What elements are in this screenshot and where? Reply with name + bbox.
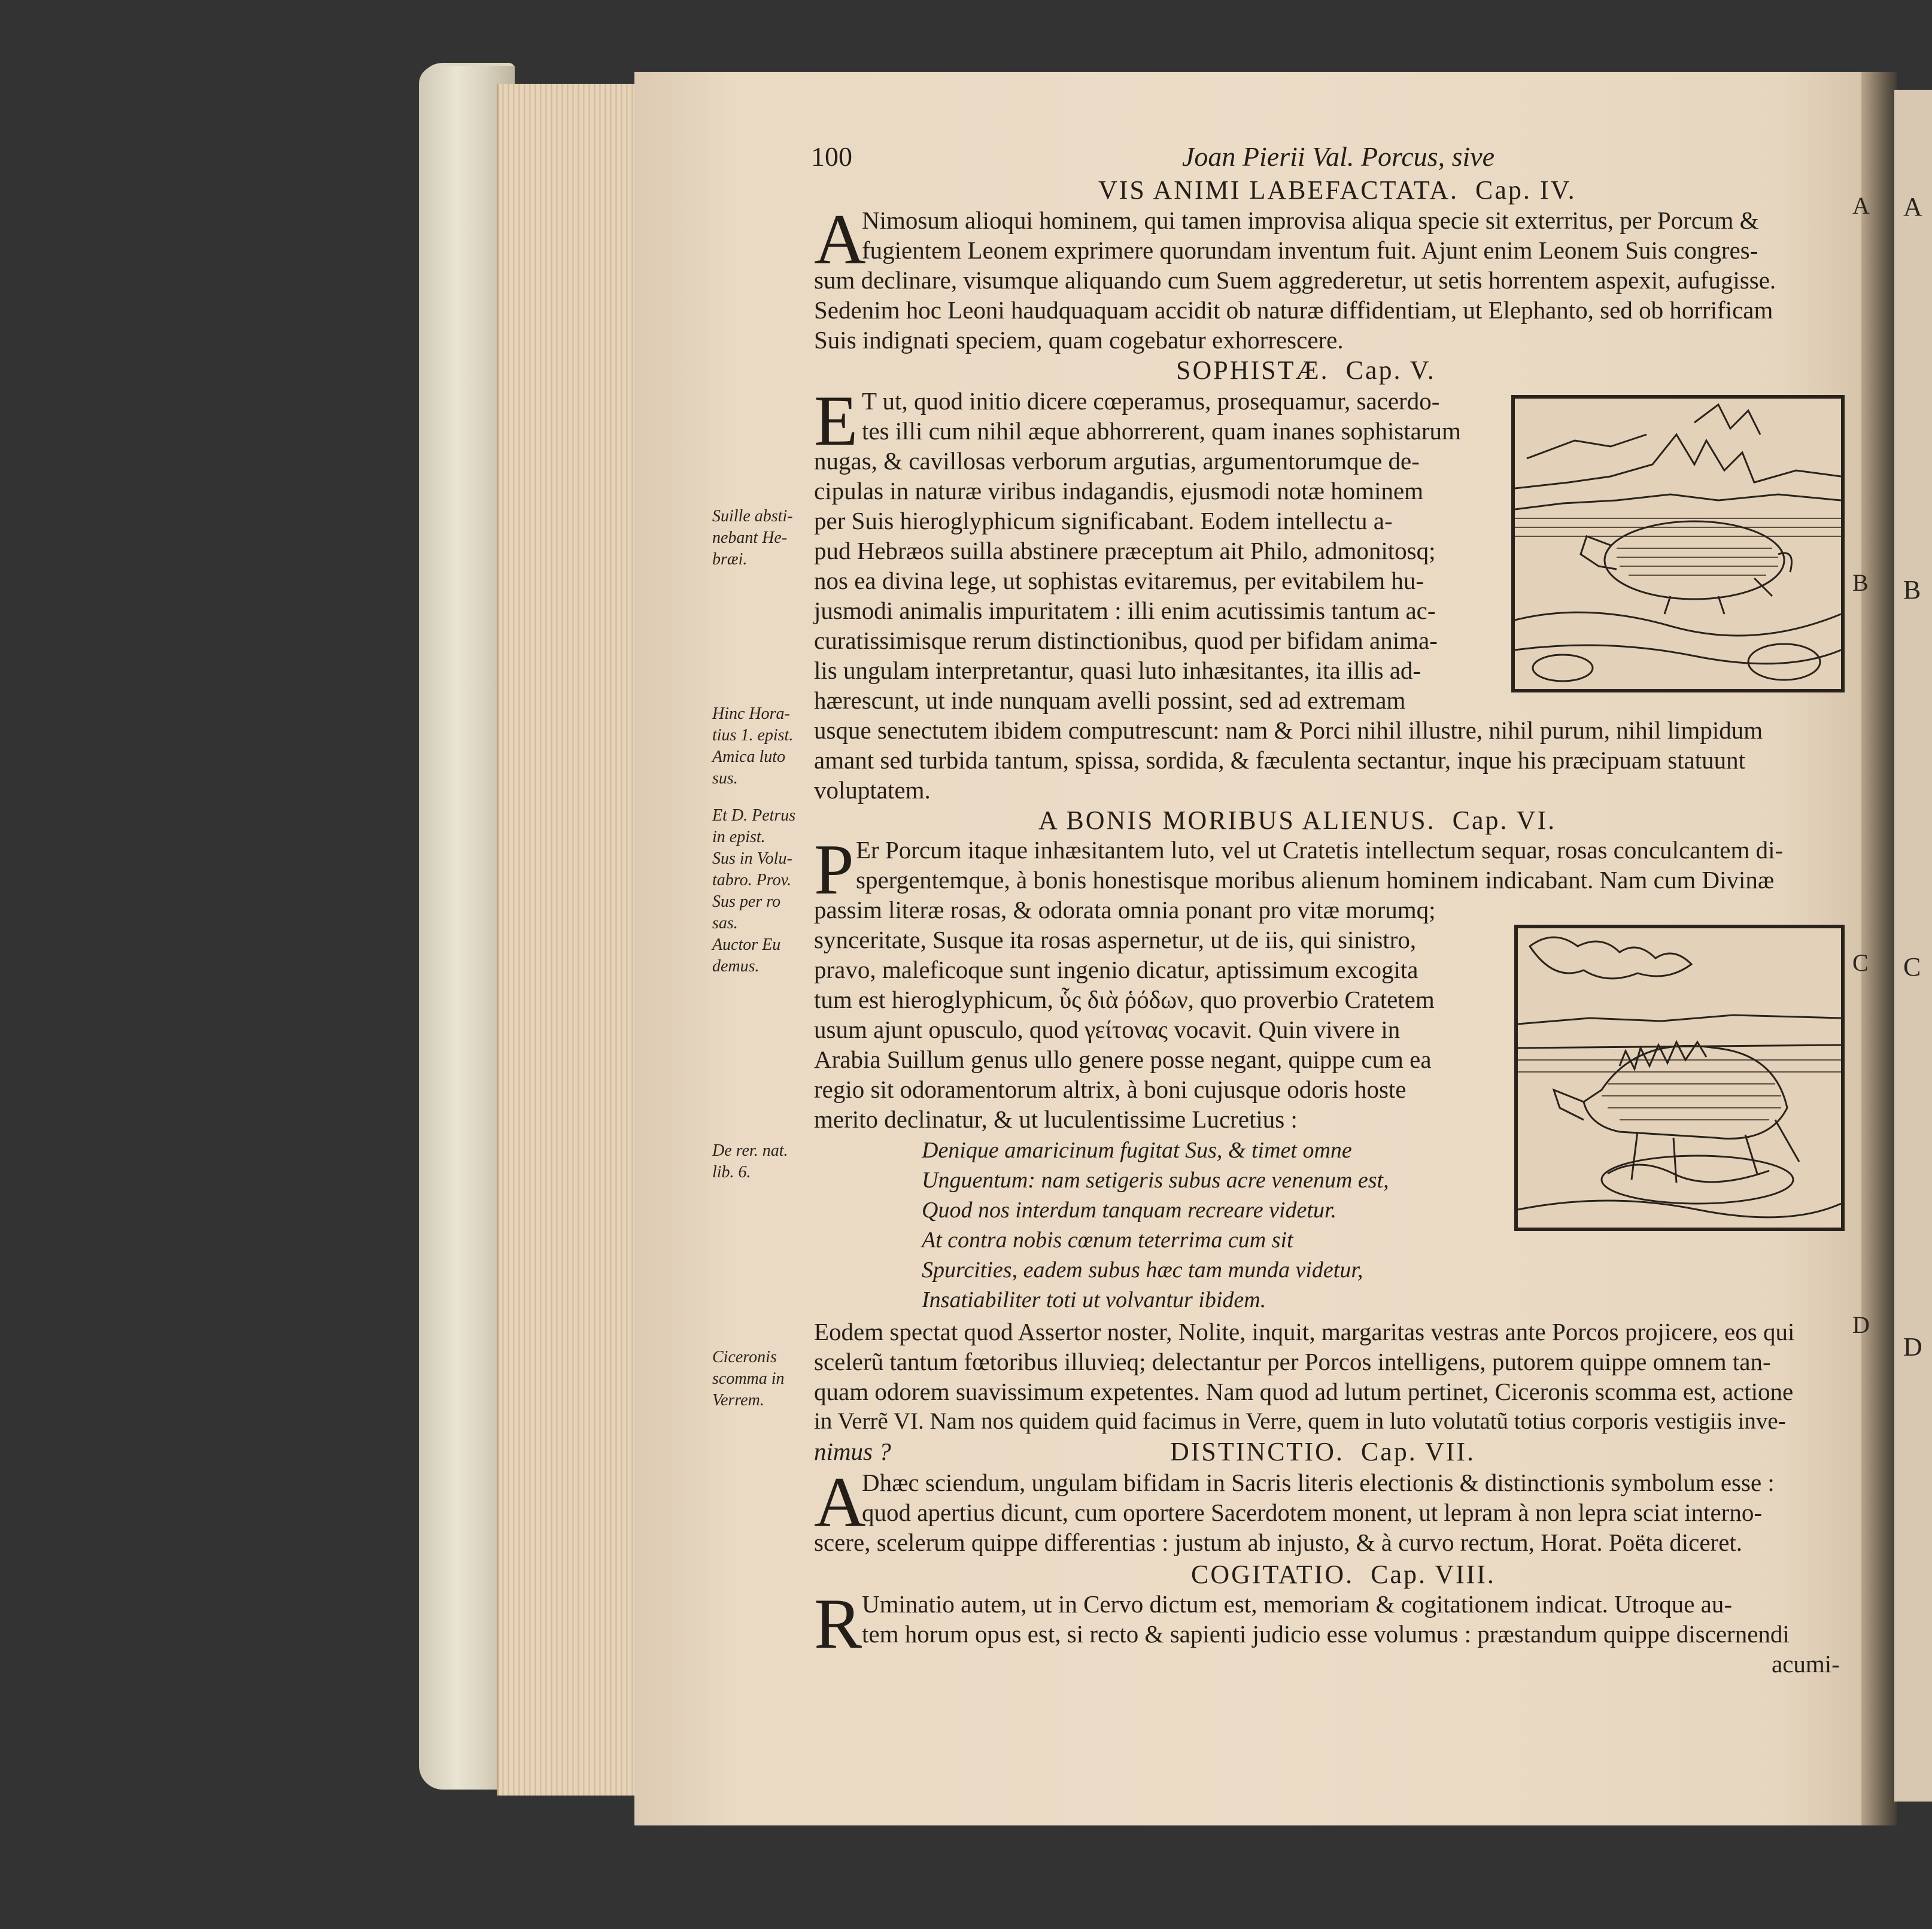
text-line: nos ea divina lege, ut sophistas evitaremus, per evitabilem hu-: [814, 567, 1424, 594]
chapter-title: A BONIS MORIBUS ALIENUS.: [1038, 806, 1436, 835]
text-line: tum est hieroglyphicum, ὗς διὰ ῥόδων, quo proverbio Cratetem: [814, 986, 1435, 1013]
verse-line: Insatiabiliter toti ut volvantur ibidem.: [922, 1287, 1266, 1313]
text-line: nimus ?: [814, 1438, 891, 1465]
text-line: pud Hebræos suilla abstinere præceptum ait Philo, admonitosq;: [814, 537, 1436, 564]
facing-page: [1894, 90, 1932, 1802]
chapter-title: SOPHISTÆ.: [1176, 356, 1329, 385]
text-line: Dhæc sciendum, ungulam bifidam in Sacris literis electionis & distinctionis symbolum esse :: [862, 1469, 1775, 1496]
text-line: Er Porcum itaque inhæsitantem luto, vel ut Cratetis intellectum sequar, rosas conculcantem di-: [856, 836, 1784, 864]
text-line: lis ungulam interpretantur, quasi luto inhæsitantes, ita illis ad-: [814, 657, 1421, 684]
section-mark-a: A: [1852, 192, 1870, 219]
margin-note: Suille absti- nebant He- bræi.: [712, 507, 793, 569]
running-title: Joan Pierii Val. Porcus, sive: [1182, 141, 1495, 172]
chapter-number: Cap. V.: [1345, 356, 1436, 385]
chapter-heading: [1176, 355, 1436, 385]
facing-letter-b: B: [1903, 575, 1921, 604]
margin-note: Ciceronis scomma in Verrem.: [712, 1348, 785, 1409]
chapter-heading: [1191, 1559, 1496, 1590]
text-line: spergentemque, à bonis honestisque moribus alienum hominem indicabant. Nam cum Divinæ: [856, 866, 1775, 894]
text-line: T ut, quod initio dicere cœperamus, prosequamur, sacerdo-: [862, 387, 1440, 415]
woodcut-boar-on-roses: [1514, 925, 1845, 1231]
text-line: scere, scelerum quippe differentias : justum ab injusto, & à curvo rectum, Horat. Poëta diceret.: [814, 1529, 1743, 1556]
chapter-title: COGITATIO.: [1191, 1560, 1354, 1589]
section-mark-d: D: [1852, 1311, 1870, 1338]
woodcut-pig-lying: [1511, 395, 1845, 692]
verse-line: Denique amaricinum fugitat Sus, & timet omne: [922, 1138, 1352, 1163]
chapter-heading: [1038, 805, 1556, 836]
margin-note: De rer. nat. lib. 6.: [712, 1141, 788, 1181]
section-mark-b: B: [1852, 569, 1869, 596]
verse-line: At contra nobis cœnum teterrima cum sit: [922, 1228, 1293, 1253]
text-line: passim literæ rosas, & odorata omnia ponant pro vitæ morumq;: [814, 896, 1436, 924]
text-line: regio sit odoramentorum altrix, à boni cujusque odoris hoste: [814, 1076, 1407, 1103]
text-line: fugientem Leonem exprimere quorundam inventum fuit. Ajunt enim Leonem Suis congres-: [862, 236, 1758, 264]
facing-letter-a: A: [1903, 192, 1922, 221]
verse-line: Unguentum: nam setigeris subus acre venenum est,: [922, 1168, 1389, 1193]
margin-note: Hinc Hora- tius 1. epist. Amica luto sus.: [712, 704, 794, 788]
text-line: scelerũ tantum fœtoribus illuvieq; delectantur per Porcos intelligens, putorem quippe omnem tan-: [814, 1348, 1771, 1375]
chapter-number: Cap. IV.: [1475, 175, 1576, 205]
chapter-number: Cap. VII.: [1360, 1437, 1476, 1466]
text-line: amant sed turbida tantum, spissa, sordida, & fæculenta sectantur, inque his præcipuam statuunt: [814, 746, 1746, 774]
text-line: synceritate, Susque ita rosas aspernetur, ut de iis, qui sinistro,: [814, 926, 1417, 953]
chapter-title: VIS ANIMI LABEFACTATA.: [1098, 175, 1459, 205]
text-line: Uminatio autem, ut in Cervo dictum est, memoriam & cogitationem indicat. Utroque au-: [862, 1590, 1733, 1618]
text-line: Sedenim hoc Leoni haudquaquam accidit ob naturæ diffidentiam, ut Elephanto, sed ob horrificam: [814, 296, 1773, 324]
chapter-number: Cap. VIII.: [1371, 1560, 1496, 1589]
text-line: voluptatem.: [814, 776, 931, 804]
drop-cap: A: [814, 1462, 866, 1542]
text-line: hærescunt, ut inde nunquam avelli possint, sed ad extremam: [814, 686, 1406, 714]
text-line: per Suis hieroglyphicum significabant. Eodem intellectu a-: [814, 507, 1393, 534]
section-mark-c: C: [1852, 949, 1869, 976]
text-line: cipulas in naturæ viribus indagandis, ejusmodi notæ hominem: [814, 477, 1424, 505]
pig-lying-illustration: [1515, 399, 1841, 689]
page-number: 100: [811, 141, 852, 172]
text-line: Nimosum alioqui hominem, qui tamen improvisa aliqua specie sit exterritus, per Porcum &: [862, 206, 1759, 234]
drop-cap: R: [814, 1584, 862, 1663]
text-line: Suis indignati speciem, quam cogebatur exhorrescere.: [814, 326, 1344, 354]
text-line: usque senectutem ibidem computrescunt: nam & Porci nihil illustre, nihil purum, nihil limpidum: [814, 716, 1763, 744]
text-line: Eodem spectat quod Assertor noster, Nolite, inquit, margaritas vestras ante Porcos projicere, eos qui: [814, 1318, 1795, 1345]
verse-line: Spurcities, eadem subus hæc tam munda videtur,: [922, 1257, 1363, 1283]
facing-letter-c: C: [1903, 952, 1921, 982]
chapter-heading: [1098, 175, 1576, 205]
text-line: jusmodi animalis impuritatem : illi enim acutissimis tantum ac-: [814, 597, 1436, 624]
text-line: tem horum opus est, si recto & sapienti judicio esse volumus : præstandum quippe discernendi: [862, 1620, 1790, 1648]
drop-cap: E: [814, 381, 858, 460]
text-line: Arabia Suillum genus ullo genere posse negant, quippe cum ea: [814, 1046, 1432, 1073]
text-line: sum declinare, visumque aliquando cum Suem aggrederetur, ut setis horrentem aspexit, aufugisse.: [814, 266, 1776, 294]
chapter-heading: [1170, 1436, 1475, 1467]
text-line: pravo, maleficoque sunt ingenio dicatur, aptissimum excogita: [814, 956, 1418, 983]
page-edges: [497, 84, 642, 1796]
drop-cap: A: [814, 199, 866, 279]
chapter-number: Cap. VI.: [1452, 806, 1557, 835]
text-line: quod apertius dicunt, cum oportere Sacerdotem monent, ut lepram à non lepra sciat interno-: [862, 1499, 1762, 1526]
text-line: curatissimisque rerum distinctionibus, quod per bifidam anima-: [814, 627, 1438, 654]
text-line: nugas, & cavillosas verborum argutias, argumentorumque de-: [814, 447, 1420, 475]
catchword: acumi-: [1772, 1650, 1840, 1678]
drop-cap: P: [814, 830, 854, 909]
text-line: quam odorem suavissimum expetentes. Nam quod ad lutum pertinet, Ciceronis scomma est, actione: [814, 1378, 1794, 1405]
verse-line: Quod nos interdum tanquam recreare videtur.: [922, 1198, 1337, 1223]
facing-letter-d: D: [1903, 1332, 1922, 1362]
text-line: tes illi cum nihil æque abhorrerent, quam inanes sophistarum: [862, 417, 1461, 445]
boar-roses-illustration: [1518, 928, 1841, 1228]
margin-note: Et D. Petrus in epist. Sus in Volu- tabro. Prov. Sus per ro sas. Auctor Eu demus.: [712, 806, 796, 976]
text-line: merito declinatur, & ut luculentissime Lucretius :: [814, 1105, 1298, 1133]
text-line: usum ajunt opusculo, quod γείτονας vocavit. Quin vivere in: [814, 1016, 1401, 1043]
chapter-title: DISTINCTIO.: [1170, 1437, 1344, 1466]
text-line: in Verrẽ VI. Nam nos quidem quid facimus in Verre, quem in luto volutatũ totius corporis vestigiis inve-: [814, 1408, 1786, 1434]
